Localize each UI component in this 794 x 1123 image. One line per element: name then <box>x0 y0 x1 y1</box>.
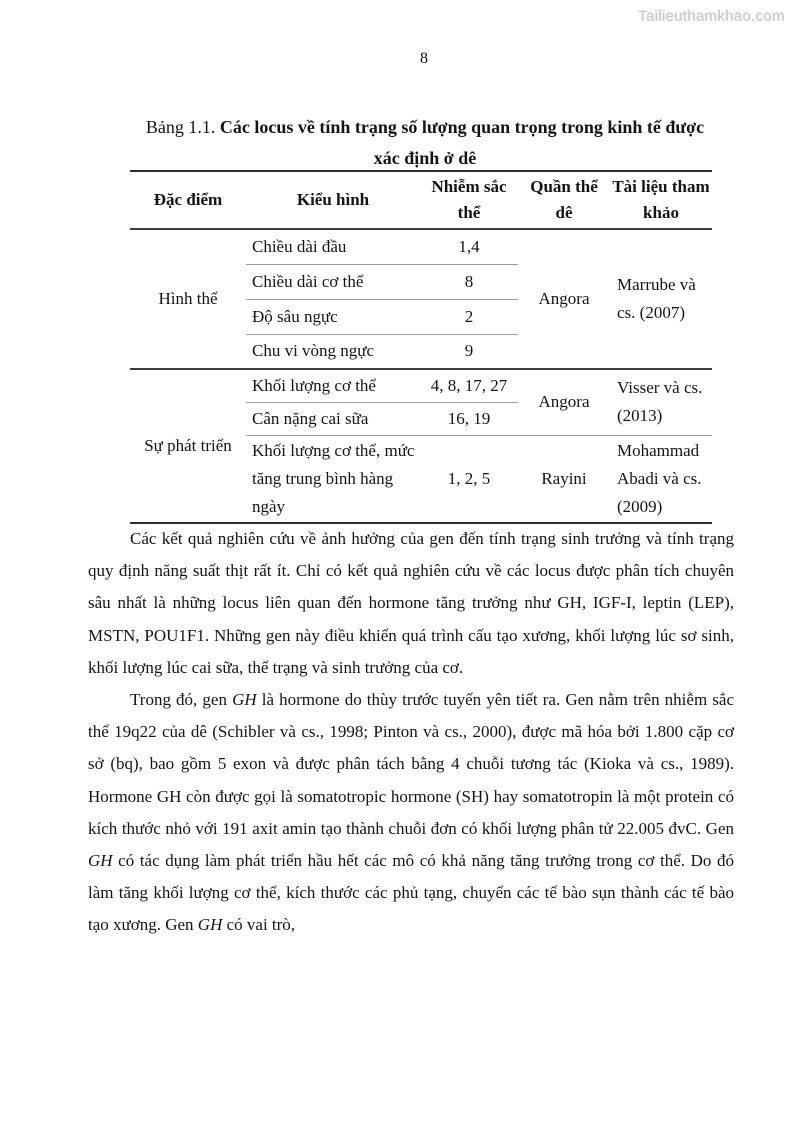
paragraph-text: Trong đó, gen <box>130 690 233 710</box>
trait-cell: Sự phát triển <box>144 435 232 455</box>
body-text <box>88 523 734 942</box>
chromosome-cell: 9 <box>420 334 518 369</box>
table-caption-label: Bảng 1.1. <box>145 117 220 137</box>
table-caption-title: Các locus về tính trạng số lượng quan trọng trong kinh tế được xác định ở dê <box>219 117 705 168</box>
header-reference: Tài liệu tham khảo <box>610 171 712 229</box>
chromosome-cell: 4, 8, 17, 27 <box>420 369 518 402</box>
table-header-row <box>130 171 712 229</box>
header-trait: Đặc điểm <box>130 171 246 229</box>
phenotype-cell: Chiều dài đầu <box>246 229 420 264</box>
header-chromosome: Nhiễm sắc thể <box>420 171 518 229</box>
phenotype-cell: Chu vi vòng ngực <box>246 334 420 369</box>
table-caption <box>144 112 706 174</box>
reference-cell: Visser và cs. (2013) <box>610 369 712 435</box>
chromosome-cell: 8 <box>420 264 518 299</box>
header-population: Quần thể dê <box>518 171 610 229</box>
gene-name-italic: GH <box>232 690 257 710</box>
locus-table <box>130 170 712 524</box>
table-row <box>130 369 712 402</box>
phenotype-cell: Khối lượng cơ thể, mức tăng trung bình hàng ngày <box>252 440 415 516</box>
chromosome-cell: 1, 2, 5 <box>447 468 491 488</box>
paragraph <box>88 684 734 942</box>
paragraph-text: có vai trò, <box>222 915 296 935</box>
gene-name-italic: GH <box>197 915 223 935</box>
phenotype-cell: Chiều dài cơ thể <box>246 264 420 299</box>
header-phenotype: Kiểu hình <box>246 171 420 229</box>
reference-cell: Marrube và cs. (2007) <box>610 229 712 369</box>
paragraph-text: Các kết quả nghiên cứu về ảnh hưởng của gen đến tính trạng sinh trưởng và tính trạng quy định năng suất thịt rất ít. Chỉ có kết quả nghiên cứu về các locus được phân tích chuyên sâu nhất là những locus liên quan đến hormone tăng trưởng như GH, IGF-I, leptin (LEP), MSTN, POU1F1. Những gen này điều khiển quá trình cấu tạo xương, khối lượng lúc sơ sinh, khối lượng lúc cai sữa, thể trạng và sinh trưởng của cơ. <box>88 529 734 677</box>
paragraph <box>88 523 734 684</box>
paragraph-text: có tác dụng làm phát triển hầu hết các mô có khả năng tăng trưởng trong cơ thể. Do đó làm tăng khối lượng cơ thể, kích thước các phủ tạng, chuyển các tế bào sụn thành các tế bào tạo xương. Gen <box>88 851 734 935</box>
reference-cell: Mohammad Abadi và cs. (2009) <box>617 440 702 516</box>
phenotype-cell: Độ sâu ngực <box>246 299 420 334</box>
gene-name-italic: GH <box>88 851 113 871</box>
chromosome-cell: 2 <box>420 299 518 334</box>
page-number: 8 <box>420 50 428 67</box>
table-row <box>130 229 712 264</box>
population-cell: Angora <box>518 229 610 369</box>
trait-cell: Hình thể <box>130 229 246 369</box>
watermark: Tailieuthamkhao.com <box>638 8 785 25</box>
paragraph-text: là hormone do thùy trước tuyến yên tiết ra. Gen nằm trên nhiễm sắc thể 19q22 của dê (Schibler và cs., 1998; Pinton và cs., 2000), được mã hóa bởi 1.800 cặp cơ sở (bq), bao gồm 5 exon và được phân tách bằng 4 chuỗi tương tác (Kioka và cs., 1989). Hormone GH còn được gọi là somatotropic hormone (SH) hay somatotropin là một protein có kích thước nhỏ với 191 axit amin tạo thành chuỗi đơn có khối lượng phân tử 22.005 đvC. Gen <box>88 690 734 838</box>
population-cell: Rayini <box>541 468 587 488</box>
chromosome-cell: 16, 19 <box>420 402 518 435</box>
phenotype-cell: Cân nặng cai sữa <box>246 402 420 435</box>
population-cell: Angora <box>518 369 610 435</box>
chromosome-cell: 1,4 <box>420 229 518 264</box>
phenotype-cell: Khối lượng cơ thể <box>246 369 420 402</box>
